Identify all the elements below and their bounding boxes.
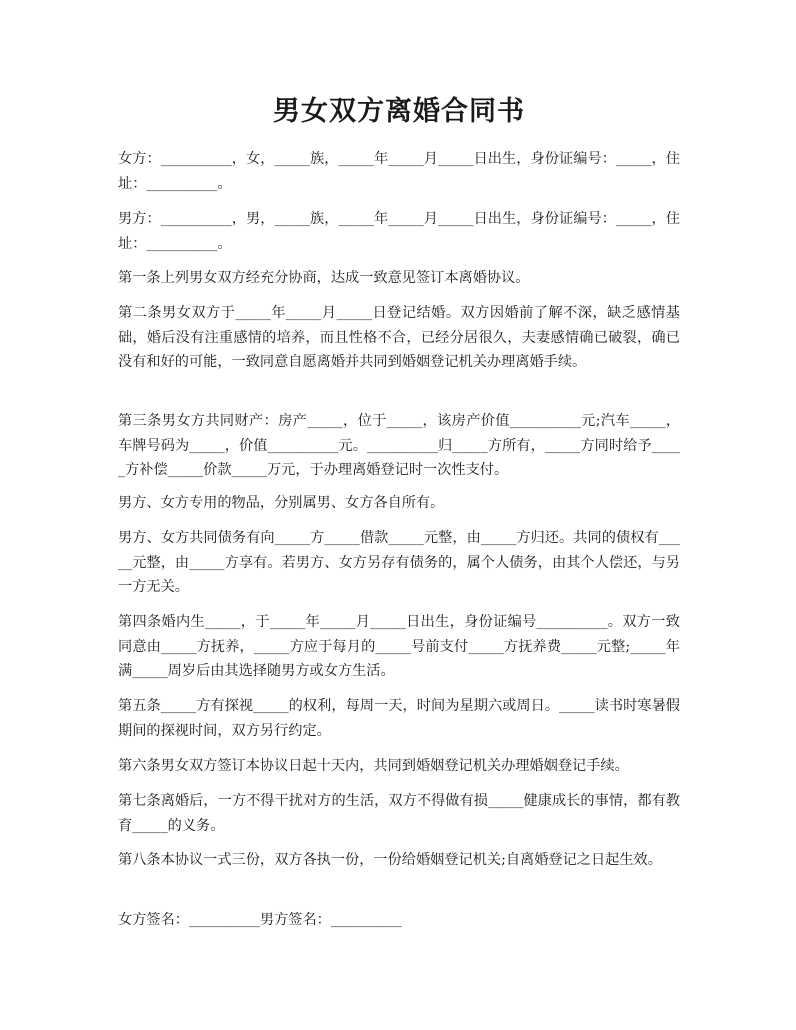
article-8: 第八条本协议一式三份，双方各执一份，一份给婚姻登记机关;自离婚登记之日起生效。	[118, 852, 662, 868]
debt-clause: 男方、女方共同债务有向_____方_____借款_____元整，由_____方归还。共同的债权有_____元整，由_____方享有。若男方、女方另存有债务的，属个人债务，由其个人偿还，与另一方无关。	[118, 530, 680, 595]
article-7: 第七条离婚后，一方不得干扰对方的生活，双方不得做有损_____健康成长的事情，都有教育_____的义务。	[118, 793, 680, 834]
personal-items-clause: 男方、女方专用的物品，分别属男、女方各自所有。	[118, 495, 445, 511]
article-5: 第五条_____方有探视_____的权利，每周一天，时间为星期六或周日。_____读书时寒暑假期间的探视时间，双方另行约定。	[118, 698, 680, 739]
article-1: 第一条上列男女双方经充分协商，达成一致意见签订本离婚协议。	[118, 270, 530, 286]
party-male-info: 男方：__________，男，_____族，_____年_____月_____日出生，身份证编号：_____，住址：__________。	[118, 211, 680, 252]
article-2: 第二条男女双方于_____年_____月_____日登记结婚。双方因婚前了解不深，缺乏感情基础，婚后没有注重感情的培养，而且性格不合，已经分居很久，夫妻感情确已破裂，确已没有和好的可能，一致同意自愿离婚并共同到婚姻登记机关办理离婚手续。	[118, 305, 680, 370]
document-title: 男女双方离婚合同书	[273, 96, 525, 127]
article-6: 第六条男女双方签订本协议日起十天内，共同到婚姻登记机关办理婚姻登记手续。	[118, 758, 629, 774]
party-female-info: 女方：__________，女，_____族，_____年_____月_____日出生，身份证编号：_____，住址：__________。	[118, 151, 680, 192]
signature-line: 女方签名：__________男方签名：__________	[118, 912, 402, 928]
article-4: 第四条婚内生_____，于_____年_____月_____日出生，身份证编号__________。双方一致同意由_____方抚养，_____方应于每月的_____号前支付_____方抚养费_____元整;_____年满_____周岁后由其选择随男方或女方生活。	[118, 614, 680, 679]
article-3: 第三条男女方共同财产：房产_____，位于_____，该房产价值__________元;汽车_____，车牌号码为_____，价值__________元。__________归_____方所有，_____方同时给予_____方补偿_____价款_____万元，于办理离婚登记时一次性支付。	[118, 413, 680, 478]
